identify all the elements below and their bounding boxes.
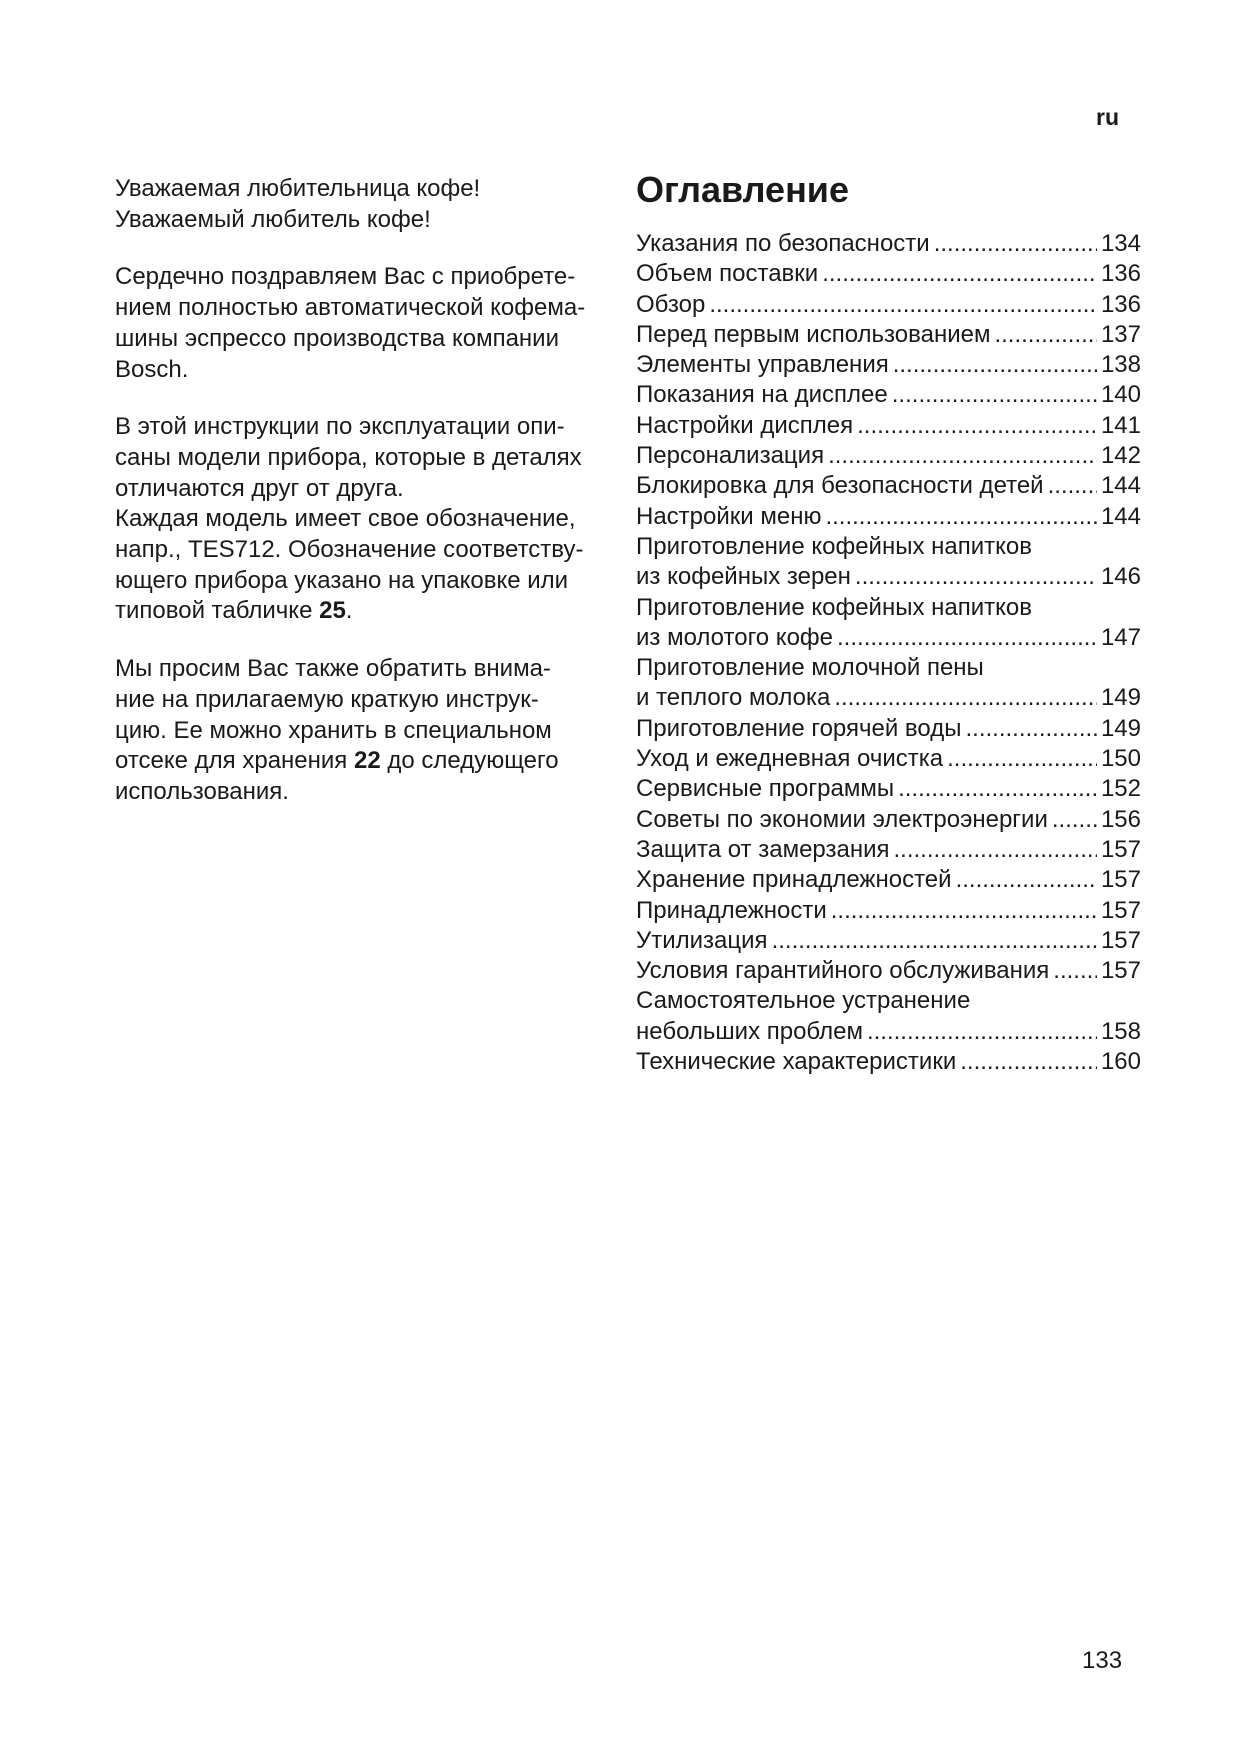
- paragraph-line: использования.: [115, 777, 289, 805]
- toc-entry-line: [636, 926, 1141, 956]
- toc-entry[interactable]: [636, 290, 1141, 320]
- toc-entry[interactable]: [636, 502, 1141, 532]
- toc-dot-leader: [894, 835, 1097, 865]
- toc-entry-page: 157: [1100, 926, 1141, 954]
- toc-entry-page: 140: [1100, 381, 1141, 409]
- toc-entry-page: 152: [1100, 775, 1141, 803]
- toc-entry-line: [636, 229, 1141, 259]
- toc-entry-title: Настройки дисплея: [636, 411, 854, 439]
- paragraph-text: отсеке для хранения: [115, 747, 348, 775]
- greeting-line: Уважаемый любитель кофе!: [115, 205, 431, 233]
- paragraph-line: В этой инструкции по эксплуатации опи-: [115, 413, 565, 441]
- toc-entry-title: Уход и ежедневная очистка: [636, 745, 944, 773]
- toc-entry[interactable]: [636, 896, 1141, 926]
- toc-entry-page: 144: [1100, 472, 1141, 500]
- toc-entry-page: 136: [1100, 260, 1141, 288]
- toc-dot-leader: [960, 1047, 1097, 1077]
- toc-dot-leader: [947, 744, 1097, 774]
- toc-entry-line: [636, 380, 1141, 410]
- toc-entry-page: 149: [1100, 684, 1141, 712]
- toc-entry-title: Обзор: [636, 290, 706, 318]
- toc-entry-title: Сервисные программы: [636, 775, 895, 803]
- toc-entry-line: [636, 1047, 1141, 1077]
- toc-entry-title: и теплого молока: [636, 684, 831, 712]
- toc-entry[interactable]: [636, 1047, 1141, 1077]
- greeting-paragraph: [115, 174, 610, 235]
- toc-dot-leader: [1048, 471, 1097, 501]
- toc-entry-title: Защита от замерзания: [636, 835, 890, 863]
- paragraph-line: [115, 746, 610, 777]
- toc-dot-leader: [828, 441, 1097, 471]
- toc-dot-leader: [898, 774, 1097, 804]
- toc-entry[interactable]: [636, 774, 1141, 804]
- toc-entry[interactable]: [636, 744, 1141, 774]
- paragraph-line: отличаются друг от друга.: [115, 474, 404, 502]
- toc-dot-leader: [1052, 805, 1097, 835]
- paragraph-text: до следующего: [387, 747, 559, 775]
- toc-entry-line: [636, 290, 1141, 320]
- paragraph-line: Каждая модель имеет свое обозначение,: [115, 505, 576, 533]
- toc-entry[interactable]: [636, 835, 1141, 865]
- toc-entry-page: 157: [1100, 957, 1141, 985]
- toc-list: [636, 229, 1141, 1077]
- toc-entry-title: Показания на дисплее: [636, 381, 888, 409]
- toc-entry[interactable]: [636, 926, 1141, 956]
- toc-dot-leader: [994, 320, 1097, 350]
- toc-entry-line: [636, 744, 1141, 774]
- models-info-paragraph: [115, 412, 610, 627]
- toc-dot-leader: [772, 926, 1097, 956]
- toc-entry[interactable]: [636, 956, 1141, 986]
- toc-entry-title-line: Приготовление кофейных напитков: [636, 532, 1032, 560]
- toc-entry-line: [636, 441, 1141, 471]
- toc-entry-title-line: Самостоятельное устранение: [636, 987, 971, 1015]
- toc-entry-line: [636, 350, 1141, 380]
- paragraph-line: Сердечно поздравляем Вас с приобрете-: [115, 263, 576, 291]
- toc-entry-page: 158: [1100, 1017, 1141, 1045]
- toc-entry-page: 144: [1100, 502, 1141, 530]
- toc-entry[interactable]: [636, 714, 1141, 744]
- toc-entry-title: Указания по безопасности: [636, 230, 930, 257]
- toc-entry[interactable]: [636, 986, 1141, 1047]
- toc-entry-title: Блокировка для безопасности детей: [636, 472, 1044, 500]
- toc-entry-title: Советы по экономии электроэнергии: [636, 805, 1048, 833]
- toc-entry[interactable]: [636, 653, 1141, 714]
- toc-entry-page: 141: [1100, 411, 1141, 439]
- paragraph-line: напр., TES712. Обозначение соответству-: [115, 536, 584, 564]
- toc-dot-leader: [709, 290, 1097, 320]
- toc-entry-line: [636, 714, 1141, 744]
- toc-entry-page: 157: [1100, 835, 1141, 863]
- paragraph-line: Bosch.: [115, 355, 189, 383]
- toc-entry[interactable]: [636, 865, 1141, 895]
- toc-entry-line: [636, 562, 1141, 592]
- toc-entry-line: [636, 835, 1141, 865]
- toc-entry-line: [636, 623, 1141, 653]
- toc-entry-title: Настройки меню: [636, 502, 822, 530]
- toc-dot-leader: [934, 229, 1097, 259]
- toc-entry-title: Утилизация: [636, 926, 768, 954]
- toc-entry-page: 134: [1100, 230, 1141, 257]
- toc-entry-title: из молотого кофе: [636, 623, 834, 651]
- toc-entry-line: [636, 502, 1141, 532]
- toc-entry-page: 157: [1100, 866, 1141, 894]
- toc-dot-leader: [892, 380, 1097, 410]
- paragraph-line: саны модели прибора, которые в деталях: [115, 443, 582, 471]
- toc-entry[interactable]: [636, 350, 1141, 380]
- toc-entry[interactable]: [636, 532, 1141, 593]
- paragraph-line: шины эспрессо производства компании: [115, 324, 559, 352]
- toc-entry-line: [636, 259, 1141, 289]
- toc-entry-line: [636, 1017, 1141, 1047]
- toc-entry[interactable]: [636, 259, 1141, 289]
- toc-dot-leader: [965, 714, 1096, 744]
- paragraph-line: Мы просим Вас также обратить внима-: [115, 655, 551, 683]
- toc-entry-title: Принадлежности: [636, 896, 827, 924]
- toc-entry-title: Перед первым использованием: [636, 320, 991, 348]
- toc-entry-page: 156: [1100, 805, 1141, 833]
- toc-entry-page: 136: [1100, 290, 1141, 318]
- toc-entry-title: Объем поставки: [636, 260, 819, 288]
- toc-entry-page: 157: [1100, 896, 1141, 924]
- toc-entry-page: 137: [1100, 320, 1141, 348]
- toc-dot-leader: [834, 683, 1097, 713]
- paragraph-text: типовой табличке: [115, 597, 313, 625]
- toc-dot-leader: [825, 502, 1097, 532]
- toc-entry-page: 150: [1100, 745, 1141, 773]
- toc-entry-title: Условия гарантийного обслуживания: [636, 957, 1050, 985]
- toc-entry-title: Элементы управления: [636, 351, 889, 379]
- toc-entry-page: 146: [1100, 563, 1141, 591]
- toc-entry-title: из кофейных зерен: [636, 563, 851, 591]
- rating-plate-ref-number: 25: [319, 597, 346, 625]
- toc-entry-line: [636, 471, 1141, 501]
- paragraph-line: цию. Ее можно хранить в специальном: [115, 716, 552, 744]
- toc-entry-title-line: Приготовление кофейных напитков: [636, 593, 1032, 621]
- toc-entry[interactable]: [636, 320, 1141, 350]
- toc-entry-title: Приготовление горячей воды: [636, 714, 962, 742]
- toc-entry[interactable]: [636, 380, 1141, 410]
- short-guide-paragraph: [115, 654, 610, 808]
- toc-dot-leader: [893, 350, 1097, 380]
- congratulations-paragraph: [115, 262, 610, 385]
- toc-dot-leader: [831, 896, 1097, 926]
- toc-entry-line: [636, 956, 1141, 986]
- toc-title: Оглавление: [636, 169, 849, 210]
- toc-entry-title: Персонализация: [636, 442, 825, 470]
- toc-dot-leader: [1053, 956, 1097, 986]
- toc-dot-leader: [857, 411, 1097, 441]
- paragraph-line: ние на прилагаемую краткую инструк-: [115, 685, 539, 713]
- toc-entry-page: 160: [1100, 1048, 1141, 1076]
- paragraph-line: ющего прибора указано на упаковке или: [115, 566, 569, 594]
- toc-entry-line: [636, 865, 1141, 895]
- toc-entry-title-line: Приготовление молочной пены: [636, 654, 984, 682]
- toc-entry[interactable]: [636, 805, 1141, 835]
- toc-entry-title: Технические характеристики: [636, 1048, 957, 1076]
- intro-text: [115, 174, 610, 835]
- toc-entry[interactable]: [636, 229, 1141, 259]
- toc-dot-leader: [867, 1017, 1097, 1047]
- toc-entry-line: [636, 774, 1141, 804]
- toc-entry-page: 142: [1100, 442, 1141, 470]
- toc-entry-page: 147: [1100, 623, 1141, 651]
- toc-entry[interactable]: [636, 471, 1141, 501]
- toc-entry-title: Хранение принадлежностей: [636, 866, 952, 894]
- toc-entry[interactable]: [636, 593, 1141, 654]
- paragraph-line: [115, 596, 610, 627]
- greeting-line: Уважаемая любительница кофе!: [115, 175, 481, 202]
- toc-entry-title: небольших проблем: [636, 1017, 863, 1045]
- paragraph-text: .: [345, 597, 353, 625]
- toc-dot-leader: [837, 623, 1097, 653]
- toc-dot-leader: [956, 865, 1097, 895]
- toc-entry[interactable]: [636, 441, 1141, 471]
- toc-entry-line: [636, 805, 1141, 835]
- paragraph-line: нием полностью автоматической кофема-: [115, 294, 586, 322]
- page-number: 133: [1082, 1647, 1123, 1674]
- toc-entry-line: [636, 896, 1141, 926]
- toc-entry-page: 138: [1100, 351, 1141, 379]
- toc-entry[interactable]: [636, 411, 1141, 441]
- toc-entry-line: [636, 683, 1141, 713]
- storage-compartment-ref-number: 22: [353, 747, 381, 775]
- toc-dot-leader: [855, 562, 1097, 592]
- toc-dot-leader: [822, 259, 1097, 289]
- toc-entry-line: [636, 411, 1141, 441]
- table-of-contents: [636, 168, 1141, 1077]
- toc-entry-page: 149: [1100, 714, 1141, 742]
- toc-entry-line: [636, 320, 1141, 350]
- language-code: ru: [1096, 104, 1119, 130]
